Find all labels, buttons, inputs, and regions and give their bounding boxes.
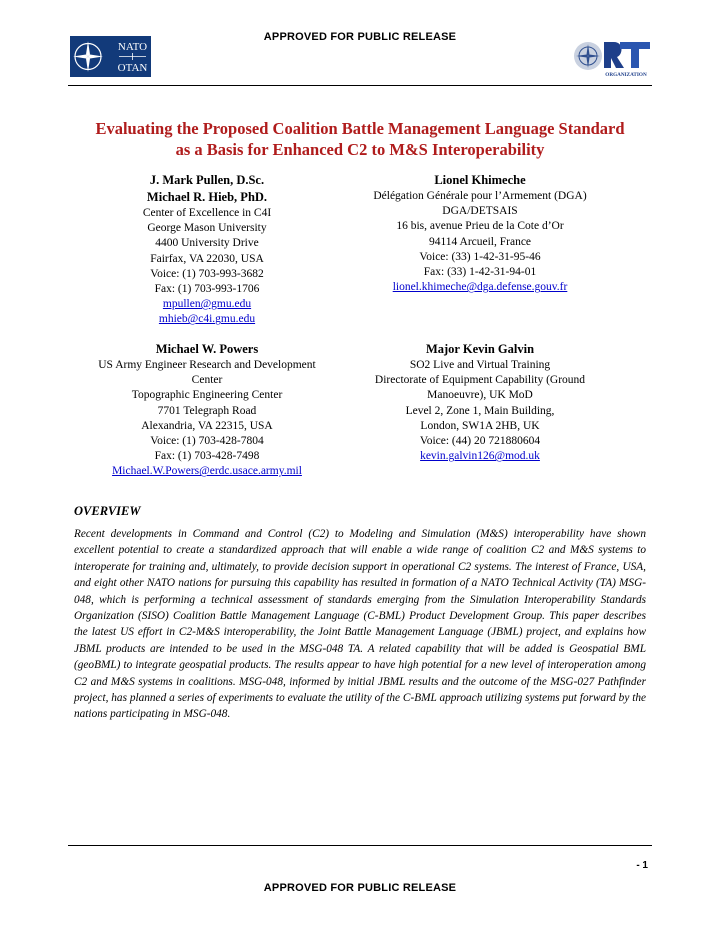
otan-text: OTAN: [117, 62, 148, 74]
affiliation-line: Directorate of Equipment Capability (Ground: [374, 374, 586, 387]
address-line: Fairfax, VA 22030, USA: [150, 252, 264, 265]
paper-title: [60, 118, 660, 160]
author-block-khimeche: [345, 172, 615, 295]
overview-heading: OVERVIEW: [74, 504, 141, 518]
affiliation-line: SO2 Live and Virtual Training: [409, 359, 551, 371]
email-link[interactable]: mhieb@c4i.gmu.edu: [158, 313, 256, 326]
page-number: - 1: [636, 860, 648, 871]
address-line: London, SW1A 2HB, UK: [420, 419, 540, 432]
nato-text: NATO: [117, 41, 148, 53]
author-block-powers: [72, 341, 342, 480]
bottom-release-banner: APPROVED FOR PUBLIC RELEASE: [263, 882, 457, 894]
affiliation-line: Center: [191, 374, 223, 387]
address-line: 94114 Arcueil, France: [428, 235, 532, 248]
author-name: Major Kevin Galvin: [425, 342, 535, 356]
title-line: as a Basis for Enhanced C2 to M&S Interoperability: [175, 140, 545, 159]
fax-line: Fax: (33) 1-42-31-94-01: [423, 266, 537, 279]
affiliation-line: Manoeuvre), UK MoD: [427, 389, 533, 402]
author-name: Michael W. Powers: [155, 342, 259, 356]
footer-rule: [68, 845, 652, 846]
top-release-banner: APPROVED FOR PUBLIC RELEASE: [263, 31, 457, 43]
author-block-pullen-hieb: [82, 172, 332, 328]
voice-line: Voice: (1) 703-428-7804: [150, 435, 264, 448]
email-link[interactable]: lionel.khimeche@dga.defense.gouv.fr: [392, 281, 568, 294]
email-link[interactable]: kevin.galvin126@mod.uk: [420, 450, 540, 463]
affiliation-line: Center of Excellence in C4I: [142, 207, 272, 219]
affiliation-line: US Army Engineer Research and Development: [98, 359, 316, 371]
voice-line: Voice: (1) 703-993-3682: [150, 267, 264, 280]
nato-otan-logo: [70, 36, 151, 77]
affiliation-line: Délégation Générale pour l’Armement (DGA): [373, 190, 587, 202]
fax-line: Fax: (1) 703-993-1706: [154, 283, 260, 296]
author-name: Michael R. Hieb, PhD.: [146, 190, 268, 204]
voice-line: Voice: (33) 1-42-31-95-46: [419, 250, 541, 263]
author-name: J. Mark Pullen, D.Sc.: [149, 173, 265, 187]
affiliation-line: George Mason University: [147, 222, 267, 235]
author-block-galvin: [345, 341, 615, 464]
email-link[interactable]: mpullen@gmu.edu: [162, 298, 252, 311]
address-line: 16 bis, avenue Prieu de la Cote d’Or: [396, 220, 564, 233]
address-line: 4400 University Drive: [155, 237, 259, 250]
overview-body: Recent developments in Command and Control (C2) to Modeling and Simulation (M&S) interoperability have shown excellent potential to create a standardized approach that will enable a wide range of coalition C2 and M&S systems to interoperate for training and, ultimately, to provide decision support in operational C2 systems. The interest of France, USA, and eight other NATO nations for pursuing this capability has resulted in formation of a NATO Technical Activity (TA) MSG-048, which is performing a technical assessment of standards emerging from the Simulation Interoperability Standards Organization (SISO) Coalition Battle Management Language (C-BML) Product Development Group. This paper describes the latest US effort in C2-M&S interoperability, the Joint Battle Management Language (JBML) project, and explains how JBML products are intended to be used in the MSG-048 TA. A related capability that will be added is Geospatial BML (geoBML) to integrate geospatial products. The results appear to have high potential for a new level of interoperation among C2 and M&S systems in coalitions. MSG-048, informed by initial JBML results and the outcome of the MSG-027 Pathfinder project, has planned a series of experiments to evaluate the utility of the C-BML approach utilizing systems put forward by the nations participating in MSG-048.: [74, 528, 646, 721]
affiliation-line: Topographic Engineering Center: [131, 389, 283, 402]
address-line: Level 2, Zone 1, Main Building,: [405, 404, 555, 417]
rto-organization-text: ORGANIZATION: [605, 72, 647, 78]
author-name: Lionel Khimeche: [434, 173, 526, 187]
title-line: Evaluating the Proposed Coalition Battle Management Language Standard: [95, 119, 625, 138]
address-line: Alexandria, VA 22315, USA: [141, 419, 273, 432]
rto-organization-logo: [570, 38, 652, 78]
email-link[interactable]: Michael.W.Powers@erdc.usace.army.mil: [112, 465, 302, 478]
header-rule: [68, 85, 652, 86]
address-line: 7701 Telegraph Road: [157, 404, 257, 417]
voice-line: Voice: (44) 20 721880604: [419, 435, 541, 448]
fax-line: Fax: (1) 703-428-7498: [154, 450, 260, 463]
affiliation-line: DGA/DETSAIS: [442, 205, 518, 218]
